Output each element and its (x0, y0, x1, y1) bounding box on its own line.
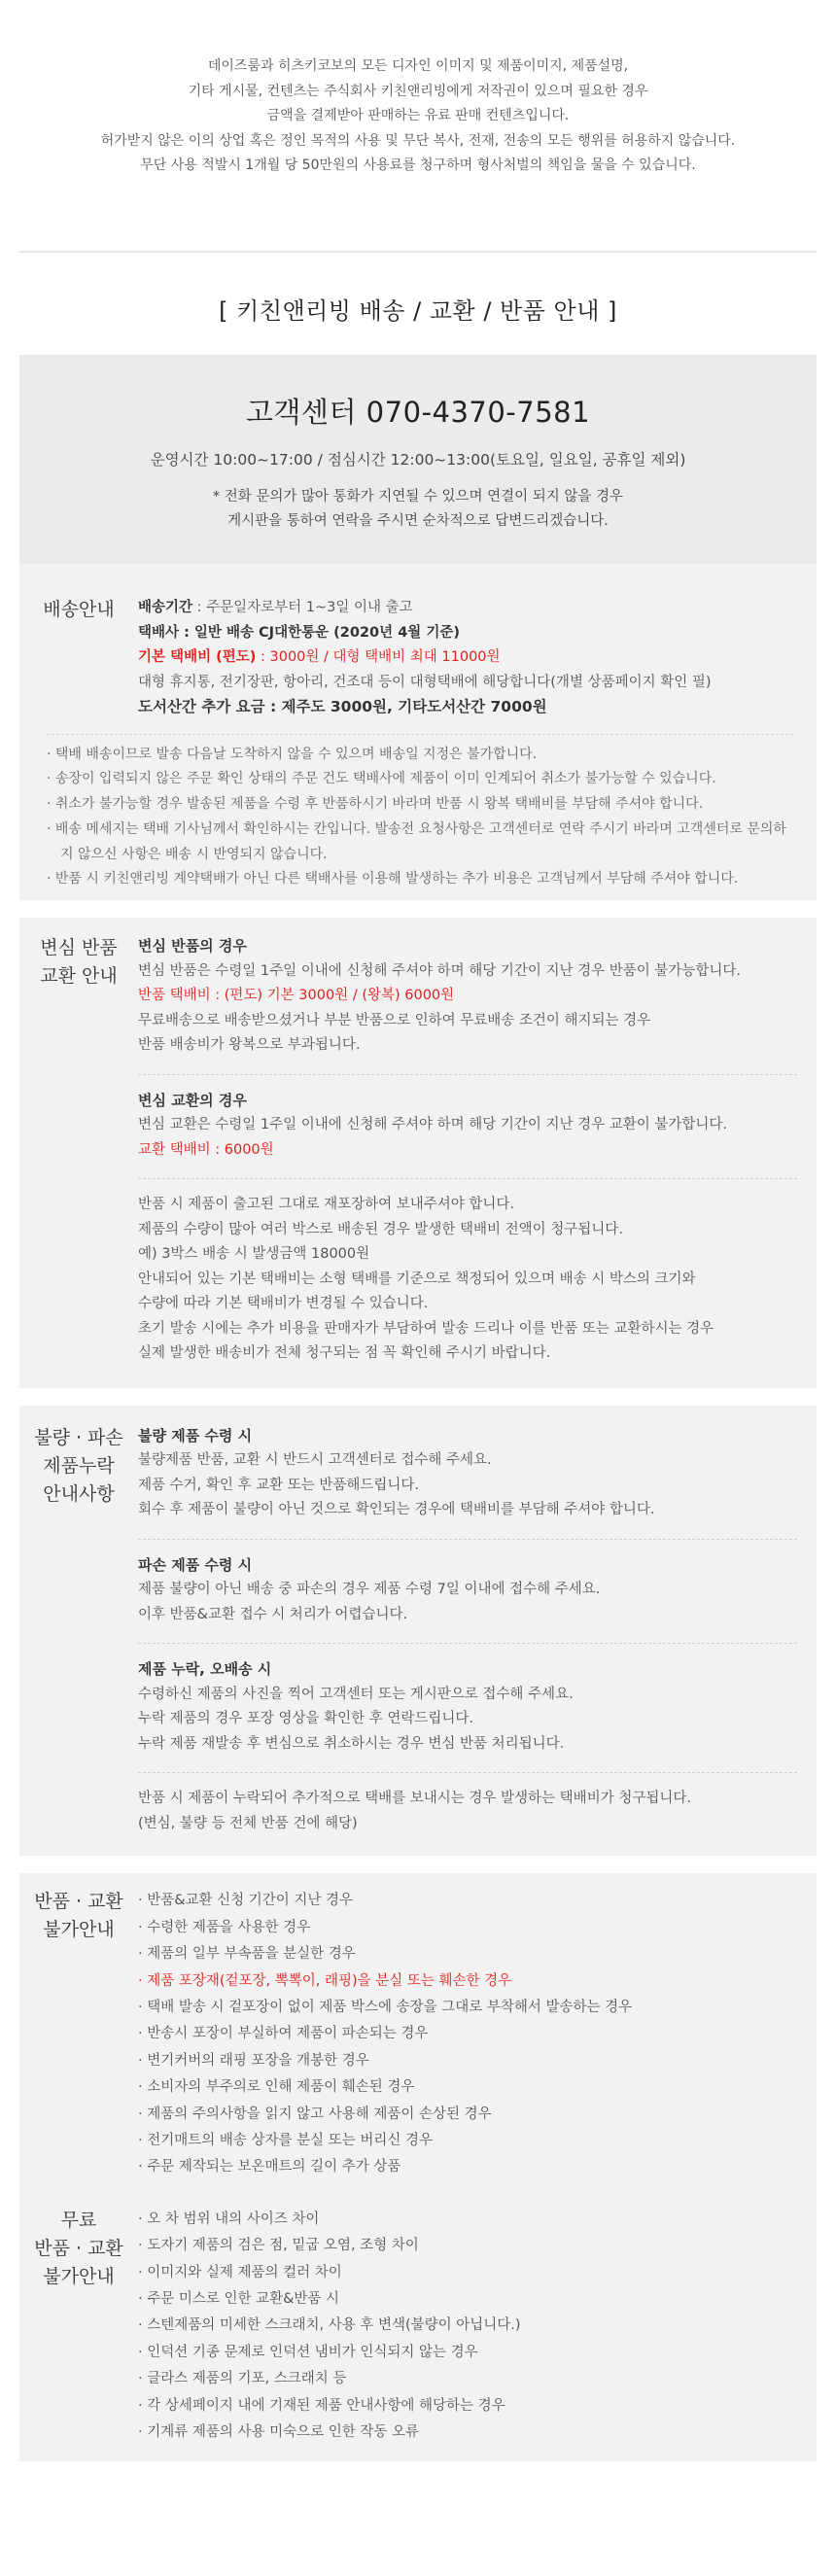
missing-line: 누락 제품 재발송 후 변심으로 취소하시는 경우 변심 반품 처리됩니다. (138, 1735, 565, 1752)
list-item: · 주문 미스로 인한 교환&반품 시 (138, 2290, 340, 2307)
missing-line: 수령하신 제품의 사진을 찍어 고객센터 또는 게시판으로 접수해 주세요. (138, 1686, 574, 1702)
page-title: [ 키친앤리빙 배송 / 교환 / 반품 안내 ] (219, 297, 617, 325)
defect-footer-line: (변심, 불량 등 전체 반품 건에 해당) (138, 1815, 358, 1831)
defect-footer-line: 반품 시 제품이 누락되어 추가적으로 택배를 보내시는 경우 발생하는 택배비가 청구됩니다. (138, 1791, 691, 1807)
missing-line: 누락 제품의 경우 포장 영상을 확인한 후 연락드립니다. (138, 1711, 474, 1727)
change-note: 제품의 수량이 많아 여러 박스로 배송된 경우 발생한 택배비 전액이 청구됩니다. (138, 1221, 623, 1237)
list-item: · 택배 발송 시 겉포장이 없이 제품 박스에 송장을 그대로 부착해서 발송하는 경우 (138, 1999, 633, 2015)
missing-title: 제품 누락, 오배송 시 (138, 1660, 272, 1679)
shipping-period-text: : 주문일자로부터 1~3일 이내 출고 (192, 600, 413, 615)
return-free-line: 반품 배송비가 왕복으로 부과됩니다. (138, 1037, 361, 1054)
list-item: · 인덕션 기종 문제로 인덕션 냄비가 인식되지 않는 경우 (138, 2344, 478, 2360)
list-item: · 주문 제작되는 보온매트의 길이 추가 상품 (138, 2159, 401, 2176)
bullet-item: · 취소가 불가능할 경우 발송된 제품을 수령 후 반품하시기 바라며 반품 시 왕복 택배비를 부담해 주셔야 합니다. (47, 796, 704, 813)
shipping-body (138, 596, 817, 720)
section-label-line: 변심 반품 (40, 937, 118, 959)
section-label-line: 불가안내 (43, 2265, 115, 2287)
damage-line: 이후 반품&교환 접수 시 처리가 어렵습니다. (138, 1606, 408, 1622)
defect-body (138, 1424, 817, 1837)
change-note: 반품 시 제품이 출고된 그대로 재포장하여 보내주셔야 합니다. (138, 1197, 515, 1213)
section-label-line: 반품 · 교환 (34, 1891, 123, 1913)
change-note: 수량에 따라 기본 택배비가 변경될 수 있습니다. (138, 1296, 429, 1312)
customer-center-box (19, 355, 817, 564)
change-note: 실제 발생한 배송비가 전체 청구되는 점 꼭 확인해 주시기 바랍니다. (138, 1345, 551, 1362)
list-item: · 제품 포장재(겉포장, 뽁뽁이, 래핑)을 분실 또는 훼손한 경우 (138, 1972, 512, 1989)
change-note: 예) 3박스 배송 시 발생금액 18000원 (138, 1246, 370, 1263)
bullet-item: · 송장이 입력되지 않은 주문 확인 상태의 주문 건도 택배사에 제품이 이미 인계되어 취소가 불가능할 수 있습니다. (47, 771, 716, 787)
not-allowed-section (19, 1888, 817, 2180)
list-item: · 오 차 범위 내의 사이즈 차이 (138, 2210, 320, 2227)
spacer (0, 1856, 836, 1873)
copyright-notice (0, 0, 836, 251)
copyright-line: 기타 게시물, 컨텐츠는 주식회사 키친앤리빙에게 저작권이 있으며 필요한 경우 (188, 83, 648, 99)
dashed-divider (138, 1772, 797, 1773)
shipping-island-fee: 도서산간 추가 요금 : 제주도 3000원, 기타도서산간 7000원 (138, 698, 547, 715)
customer-center-hours: 운영시간 10:00~17:00 / 점심시간 12:00~13:00(토요일, 일요일, 공휴일 제외) (150, 451, 686, 469)
section-label (19, 934, 138, 1367)
dashed-divider (138, 1539, 797, 1540)
shipping-fee-text: : 3000원 / 대형 택배비 최대 11000원 (256, 649, 501, 665)
section-label (19, 2207, 138, 2447)
note-line: 게시판을 통하여 연락을 주시면 순차적으로 답변드리겠습니다. (227, 513, 609, 529)
bullet-item: · 배송 메세지는 택배 기사님께서 확인하시는 칸입니다. 발송전 요청사항은 고객센터로 연락 주시기 바라며 고객센터로 문의하지 않으신 사항은 배송 시 반영되지 않습니다. (47, 820, 786, 862)
change-note: 초기 발송 시에는 추가 비용을 판매자가 부담하여 발송 드리나 이를 반품 또는 교환하시는 경우 (138, 1320, 714, 1337)
exchange-text: 변심 교환은 수령일 1주일 이내에 신청해 주셔야 하며 해당 기간이 지난 경우 교환이 불가합니다. (138, 1117, 728, 1133)
change-body (138, 934, 817, 1367)
change-of-mind-section (19, 918, 817, 1388)
copyright-line: 데이즈룸과 히츠키코보의 모든 디자인 이미지 및 제품이미지, 제품설명, (207, 58, 629, 74)
dashed-divider (138, 1074, 797, 1075)
list-item: · 제품의 주의사항을 읽지 않고 사용해 제품이 손상된 경우 (138, 2106, 492, 2122)
shipping-bullets (19, 735, 817, 893)
spacer (0, 900, 836, 918)
defect-line: 불량제품 반품, 교환 시 반드시 고객센터로 접수해 주세요. (138, 1452, 492, 1469)
shipping-period-label: 배송기간 (138, 600, 193, 615)
defect-title: 불량 제품 수령 시 (138, 1426, 253, 1445)
shipping-fee (138, 645, 797, 671)
list-item: · 스텐제품의 미세한 스크래치, 사용 후 변색(불량이 아닙니다.) (138, 2317, 521, 2334)
copyright-line: 금액을 결제받아 판매하는 유료 판매 컨텐츠입니다. (266, 108, 570, 123)
list-item: · 제품의 일부 부속품을 분실한 경우 (138, 1946, 356, 1963)
list-item: · 반품&교환 신청 기간이 지난 경우 (138, 1893, 354, 1909)
damage-line: 제품 불량이 아닌 배송 중 파손의 경우 제품 수령 7일 이내에 접수해 주세요. (138, 1582, 601, 1598)
list-item: · 전기매트의 배송 상자를 분실 또는 버리신 경우 (138, 2132, 434, 2148)
section-label-line: 반품 · 교환 (34, 2237, 123, 2259)
section-label (19, 1888, 138, 2180)
exchange-fee: 교환 택배비 : 6000원 (138, 1141, 274, 1158)
free-not-allowed-list (138, 2207, 817, 2447)
list-item: · 도자기 제품의 검은 점, 밑굽 오염, 조형 차이 (138, 2238, 419, 2254)
return-fee: 반품 택배비 : (편도) 기본 3000원 / (왕복) 6000원 (138, 988, 455, 1004)
shipping-fee-label: 기본 택배비 (편도) (138, 649, 257, 665)
damage-title: 파손 제품 수령 시 (138, 1555, 253, 1574)
list-item: · 변기커버의 래핑 포장을 개봉한 경우 (138, 2052, 369, 2069)
list-item: · 각 상세페이지 내에 기재된 제품 안내사항에 해당하는 경우 (138, 2397, 505, 2414)
shipping-period (138, 596, 797, 621)
shipping-bullets-wrap (19, 734, 817, 901)
list-item: · 이미지와 실제 제품의 컬러 차이 (138, 2264, 342, 2280)
not-allowed-wrap (19, 1873, 817, 2461)
spacer (0, 1388, 836, 1406)
section-label-line: 배송안내 (43, 599, 115, 620)
copyright-line: 허가받지 않은 이의 상업 혹은 정인 목적의 사용 및 무단 복사, 전재, 전송의 모든 행위를 허용하지 않습니다. (100, 132, 736, 149)
bullet-item: · 택배 배송이므로 발송 다음날 도착하지 않을 수 있으며 배송일 지정은 불가합니다. (47, 746, 538, 762)
copyright-line: 무단 사용 적발시 1개월 당 50만원의 사용료를 청구하며 형사처벌의 책임을 물을 수 있습니다. (140, 157, 696, 173)
shipping-large-items: 대형 휴지통, 전기장판, 항아리, 건조대 등이 대형택배에 해당합니다(개별 상품페이지 확인 필) (138, 674, 712, 690)
defect-line: 회수 후 제품이 불량이 아닌 것으로 확인되는 경우에 택배비를 부담해 주셔야 합니다. (138, 1502, 655, 1518)
shipping-section (19, 564, 817, 734)
section-label-line: 제품누락 (43, 1454, 115, 1477)
list-item: · 수령한 제품을 사용한 경우 (138, 1919, 311, 1935)
section-label (19, 1424, 138, 1837)
free-not-allowed-section (19, 2207, 817, 2447)
bullet-item: · 반품 시 키친앤리빙 계약택배가 아닌 다른 택배사를 이용해 발생하는 추가 비용은 고객님께서 부담해 주셔야 합니다. (47, 871, 739, 888)
customer-center-phone: 고객센터 070-4370-7581 (245, 396, 591, 429)
list-item: · 반송시 포장이 부실하여 제품이 파손되는 경우 (138, 2026, 429, 2042)
section-label-line: 무료 (60, 2209, 97, 2231)
section-label-line: 교환 안내 (40, 965, 118, 988)
list-item: · 글라스 제품의 기포, 스크래치 등 (138, 2371, 347, 2387)
defect-section (19, 1406, 817, 1857)
dashed-divider (138, 1178, 797, 1179)
section-label-line: 안내사항 (43, 1482, 115, 1505)
list-item: · 기계류 제품의 사용 미숙으로 인한 작동 오류 (138, 2424, 419, 2440)
list-item: · 소비자의 부주의로 인해 제품이 훼손된 경우 (138, 2079, 415, 2096)
return-title: 변심 반품의 경우 (138, 937, 247, 956)
section-label-line: 불가안내 (43, 1919, 115, 1941)
note-line: * 전화 문의가 많아 통화가 지연될 수 있으며 연결이 되지 않을 경우 (212, 489, 624, 505)
return-text: 변심 반품은 수령일 1주일 이내에 신청해 주셔야 하며 해당 기간이 지난 경우 반품이 불가능합니다. (138, 962, 742, 979)
not-allowed-list (138, 1888, 817, 2180)
section-label (19, 596, 138, 720)
shipping-carrier: 택배사 : 일반 배송 CJ대한통운 (2020년 4월 기준) (138, 624, 460, 641)
exchange-title: 변심 교환의 경우 (138, 1091, 247, 1109)
change-note: 안내되어 있는 기본 택배비는 소형 택배를 기준으로 책정되어 있으며 배송 시 박스의 크기와 (138, 1271, 696, 1287)
customer-center-note (19, 485, 817, 534)
defect-line: 제품 수거, 확인 후 교환 또는 반품해드립니다. (138, 1477, 419, 1493)
section-label-line: 불량 · 파손 (34, 1426, 123, 1448)
dashed-divider (138, 1643, 797, 1644)
return-free-line: 무료배송으로 배송받으셨거나 부분 반품으로 인하여 무료배송 조건이 해지되는 경우 (138, 1012, 651, 1028)
spacer (19, 2181, 817, 2207)
